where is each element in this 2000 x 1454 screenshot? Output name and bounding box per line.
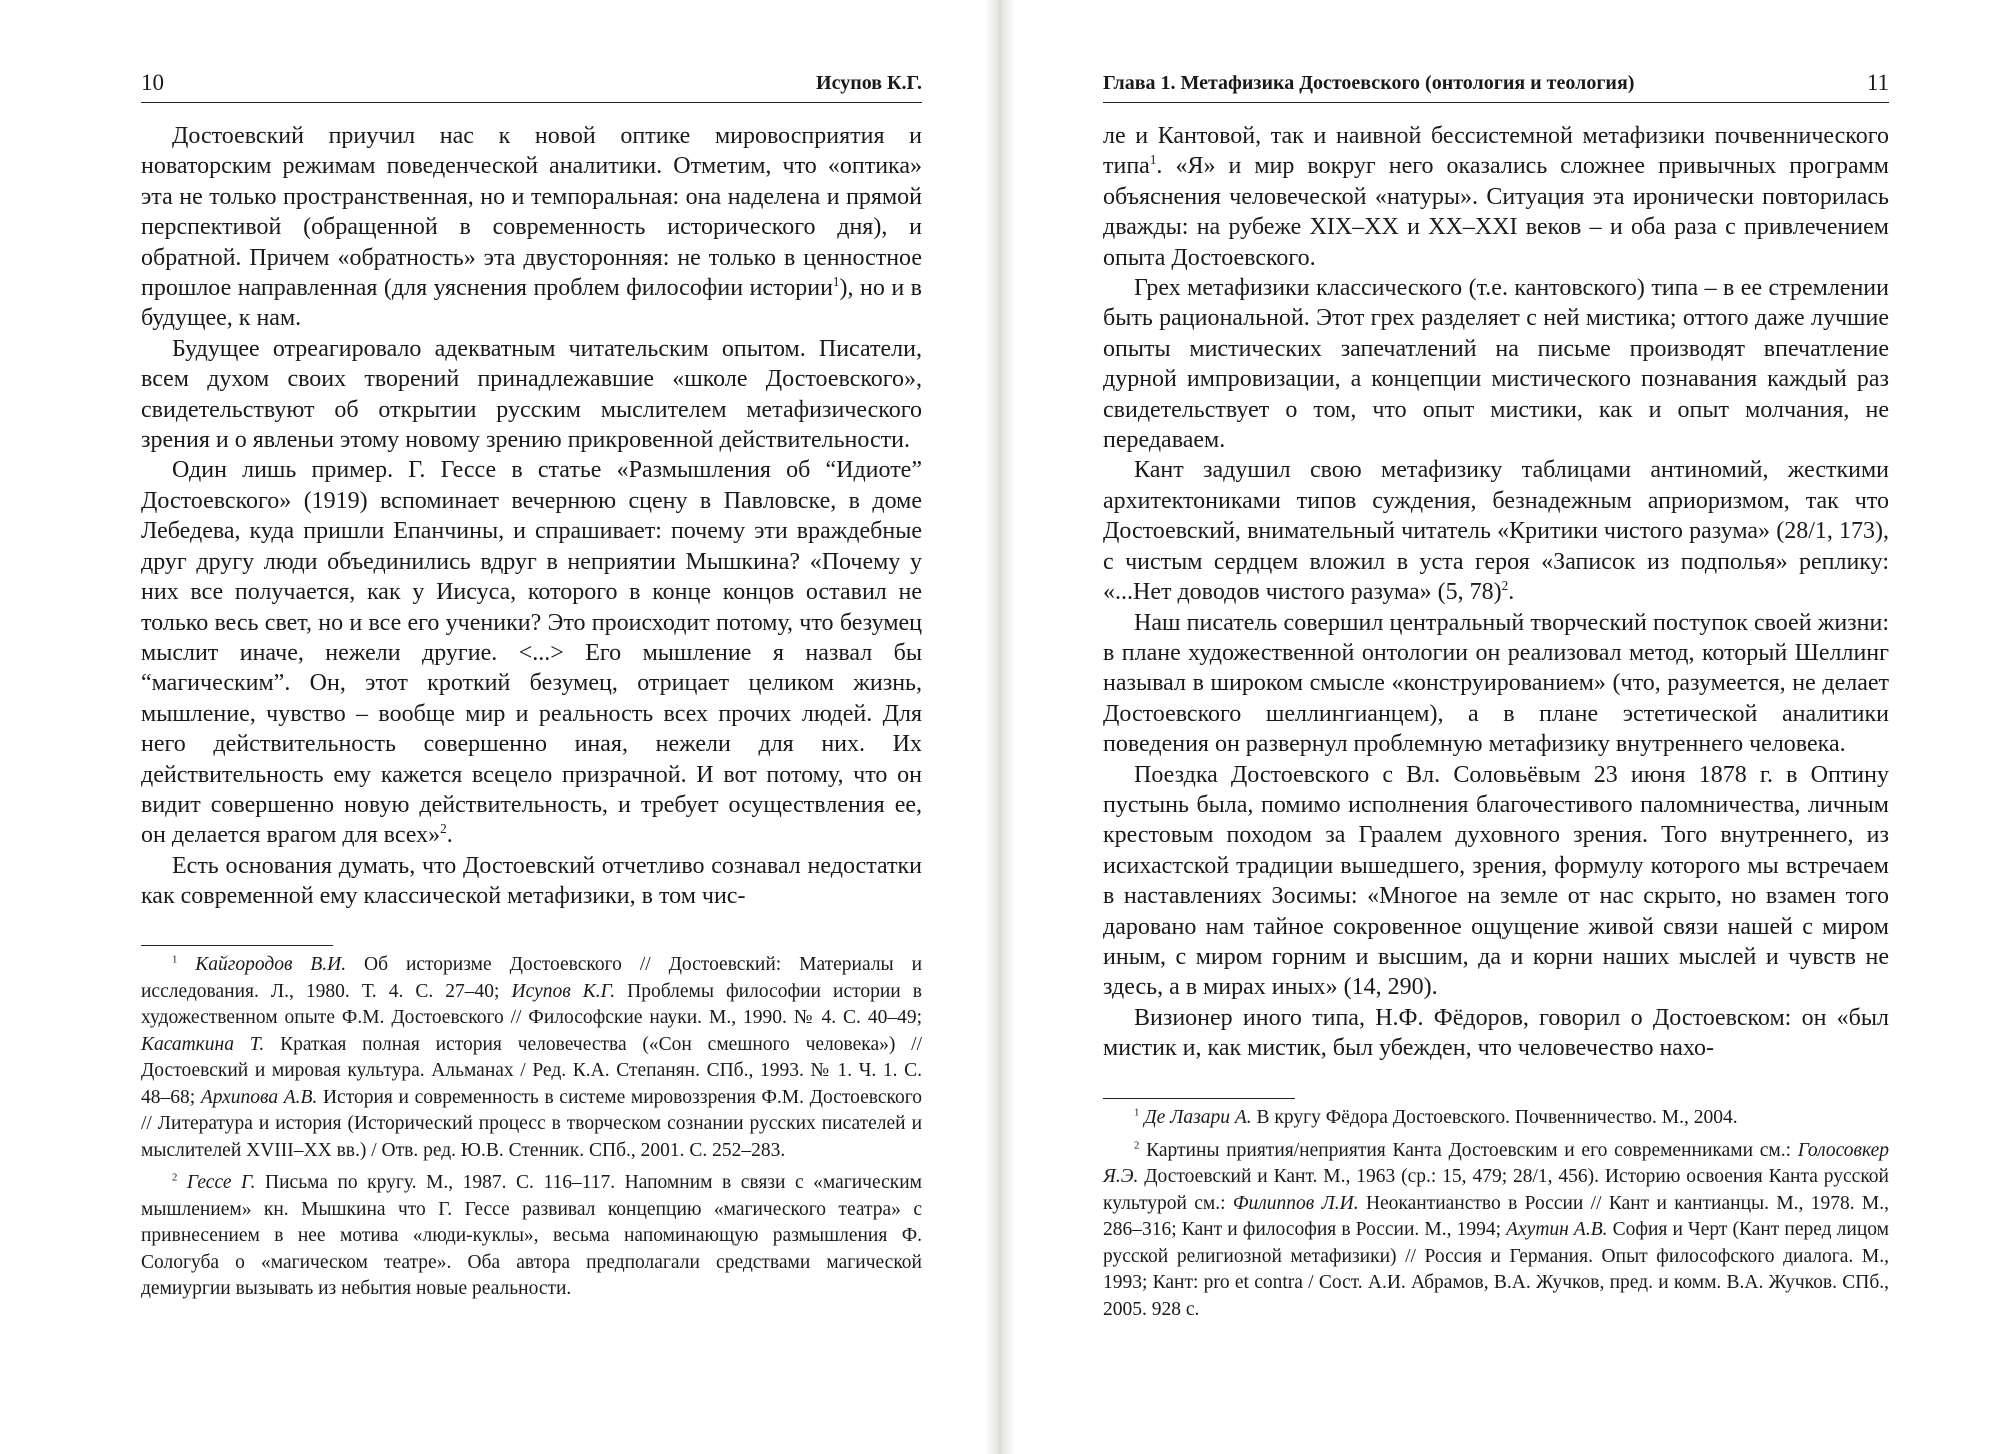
cited-author: Де Лазари А.: [1144, 1107, 1252, 1128]
cited-author: Гессе Г.: [186, 1172, 256, 1193]
footnote-marker: 1: [1149, 152, 1157, 168]
paragraph: [1103, 608, 1889, 760]
footnote-text: В кругу Фёдора Достоевского. Почвенничество. М., 2004.: [1251, 1107, 1738, 1128]
paragraph: [141, 121, 922, 334]
running-head: Глава 1. Метафизика Достоевского (онтология и теология): [1103, 72, 1635, 94]
footnote-text: София и Черт (Кант перед лицом русской религиозной метафизики) // Россия и Германия. Опыт философского диалога. М., 1993; Кант: pro et contra / Сост. А.И. Абрамов, В.А. Жучков, пред. и комм. В.А. Жучков. СПб., 2005. 928 с.: [1103, 1219, 1889, 1320]
footnote-text: Об историзме Достоевского // Достоевский: Материалы и исследования. Л., 1980. Т. 4. С. 27–40;: [141, 954, 923, 1002]
footnote-marker: 2: [1501, 578, 1509, 594]
footnotes: [1103, 1098, 1889, 1323]
main-text: [1103, 121, 1889, 1064]
footnotes: [141, 945, 922, 1303]
running-head: Исупов К.Г.: [816, 72, 922, 94]
footnote-rule: [141, 945, 333, 946]
footnote-number: 1: [1134, 1106, 1140, 1119]
footnote-text: Краткая полная история человечества («Сон смешного человека») // Достоевский и мировая культура. Альманах / Ред. К.А. Степанян. СПб., 1993. № 1. Ч. 1. С. 48–68;: [141, 1033, 922, 1108]
paragraph-text: Поездка Достоевского с Вл. Соловьёвым 23 июня 1878 г. в Оптину пустынь была, помимо исполнения благочестивого паломничества, личным крестовым походом за Граалем духовного зрения. Того внутреннего, из исихастской традиции вышедшего, зрения, формулу которого мы встречаем в наставлениях Зосимы: «Многое на земле от нас скрыто, но взамен того даровано нам тайное сокровенное ощущение живой связи нашей с миром иным, с миром горним и высшим, да и корни наших мыслей и чувств не здесь, а в мирах иных» (14, 290).: [1103, 761, 1889, 1001]
footnote: [1103, 1138, 1889, 1324]
footnote-text: Неокантианство в России // Кант и кантианцы. М., 1978. М., 286–316; Кант и философия в России. М., 1994;: [1103, 1192, 1890, 1240]
paragraph: [1103, 760, 1889, 1003]
left-running-header: [141, 60, 922, 103]
paragraph: [1103, 273, 1889, 455]
footnote-text: Проблемы философии истории в художественном опыте Ф.М. Достоевского // Философские науки. М., 1990. № 4. С. 40–49;: [141, 980, 922, 1028]
page-number: 10: [141, 70, 164, 95]
cited-author: Кайгородов В.И.: [195, 954, 347, 975]
paragraph-text: .: [446, 822, 453, 849]
paragraph-text: Достоевский приучил нас к новой оптике мировосприятия и новаторским режимам поведенческой аналитики. Отметим, что «оптика» эта не только пространственная, но и темпоральная: она наделена и прямой перспективой (обращенной в современность исторического дня), и обратной. Причем «обратность» эта двусторонняя: не только в ценностное прошлое направленная (для уяснения проблем философии истории: [141, 123, 922, 302]
right-page: [1000, 0, 2000, 1454]
paragraph-text: Грех метафизики классического (т.е. кантовского) типа – в ее стремлении быть рациональной. Этот грех разделяет с ней мистика; оттого даже лучшие опыты мистических запечатлений на письме производят впечатление дурной импровизации, а концепции мистического познавания каждый раз свидетельствует о том, что опыт мистики, как и опыт молчания, не передаваем.: [1103, 275, 1889, 454]
footnote-number: 2: [1134, 1139, 1140, 1151]
footnote-marker: 1: [832, 274, 840, 290]
cited-author: Касаткина Т.: [141, 1033, 265, 1055]
paragraph-text: Наш писатель совершил центральный творческий поступок своей жизни: в плане художественной онтологии он реализовал метод, который Шеллинг называл в широком смысле «конструированием» (что, разумеется, не делает Достоевского шеллингианцем), а в плане эстетической аналитики поведения он развернул проблемную метафизику внутреннего человека.: [1103, 609, 1889, 758]
paragraph: [141, 851, 922, 912]
footnote-text: История и современность в системе мировоззрения Ф.М. Достоевского // Литература и история (Исторический процесс в творческом сознании русских писателей и мыслителей XVIII–XX вв.) / Отв. ред. Ю.В. Стенник. СПб., 2001. С. 252–283.: [141, 1086, 922, 1161]
footnote-text: Достоевский и Кант. М., 1963 (ср.: 15, 479; 28/1, 456). Историю освоения Канта русской культурой см.:: [1103, 1166, 1889, 1214]
right-running-header: [1103, 60, 1889, 103]
cited-author: Исупов К.Г.: [511, 980, 616, 1002]
footnote: [1103, 1105, 1889, 1132]
footnote-text: Письма по кругу. М., 1987. С. 116–117. Напомним в связи с «магическим мышлением» кн. Мышкина что Г. Гессе развивал концепцию «магического театра» с привнесением в нее мотива «люди-куклы», весьма напоминающую размышления Ф. Сологуба о «магическом театре». Оба автора предполагали средствами магической демиургии вызывать из небытия новые реальности.: [141, 1172, 923, 1299]
paragraph-text: Кант задушил свою метафизику таблицами антиномий, жесткими архитектониками типов суждения, безнадежным априоризмом, так что Достоевский, внимательный читатель «Критики чистого разума» (28/1, 173), с чистым сердцем вложил в уста героя «Записок из подполья» реплику: «...Нет доводов чистого разума» (5, 78): [1103, 457, 1889, 606]
paragraph: [1103, 1003, 1889, 1064]
paragraph-text: .: [1508, 579, 1515, 606]
paragraph-text: ле и Кантовой, так и наивной бессистемной метафизики почвеннического типа: [1103, 123, 1889, 180]
cited-author: Филиппов Л.И.: [1232, 1192, 1359, 1214]
footnote-number: 2: [172, 1171, 178, 1184]
footnote-text: Картины приятия/неприятия Канта Достоевским и его современниками см.:: [1146, 1139, 1798, 1161]
main-text: [141, 121, 922, 912]
paragraph-text: Есть основания думать, что Достоевский отчетливо сознавал недостатки как современной ему классической метафизики, в том чис-: [141, 852, 922, 910]
paragraph: [1103, 121, 1889, 273]
paragraph-text: Один лишь пример. Г. Гессе в статье «Размышления об “Идиоте” Достоевского» (1919) вспоминает вечернюю сцену в Павловске, в доме Лебедева, куда пришли Епанчины, и спрашивает: почему эти враждебные друг другу люди объединились вдруг в неприятии Мышкина? «Почему у них все получается, как у Иисуса, которого в конце концов оставил не только весь свет, но и все его ученики? Это происходит потому, что безумец мыслит иначе, нежели другие. <...> Его мышление я назвал бы “магическим”. Он, этот кроткий безумец, отрицает целиком жизнь, мышление, чувство – вообще мир и реальность всех прочих людей. Для него действительность совершенно иная, нежели для них. Их действительность ему кажется всецело призрачной. И вот потому, что он видит совершенно новую действительность, и требует осуществления ее, он делается врагом для всех»: [141, 457, 922, 849]
footnote-marker: 2: [440, 821, 447, 837]
footnote: [141, 952, 922, 1164]
cited-author: Ахутин А.В.: [1506, 1219, 1608, 1240]
cited-author: Голосовкер Я.Э.: [1103, 1139, 1890, 1187]
book-gutter: [985, 0, 1015, 1454]
paragraph: [141, 455, 922, 850]
cited-author: Архипова А.В.: [200, 1086, 318, 1108]
footnote-rule: [1103, 1098, 1295, 1099]
paragraph-text: ), но и в будущее, к нам.: [141, 275, 923, 332]
paragraph-text: . «Я» и мир вокруг него оказались сложнее привычных программ объяснения человеческой «натуры». Ситуация эта иронически повторилась дважды: на рубеже XIX–XX и XX–XXI веков – и оба раза с привлечением опыта Достоевского.: [1103, 153, 1889, 271]
paragraph: [1103, 455, 1889, 607]
paragraph: [141, 334, 922, 456]
paragraph-text: Будущее отреагировало адекватным читательским опытом. Писатели, всем духом своих творений принадлежавшие «школе Достоевского», свидетельствуют об открытии русским мыслителем метафизического зрения и о явленьи этому новому зрению прикровенной действительности.: [141, 335, 922, 454]
paragraph-text: Визионер иного типа, Н.Ф. Фёдоров, говорил о Достоевском: он «был мистик и, как мистик, был убежден, что человечество нахо-: [1103, 1004, 1889, 1062]
footnote-number: 1: [172, 953, 178, 966]
footnote: [141, 1170, 922, 1303]
page-number: 11: [1866, 70, 1889, 95]
